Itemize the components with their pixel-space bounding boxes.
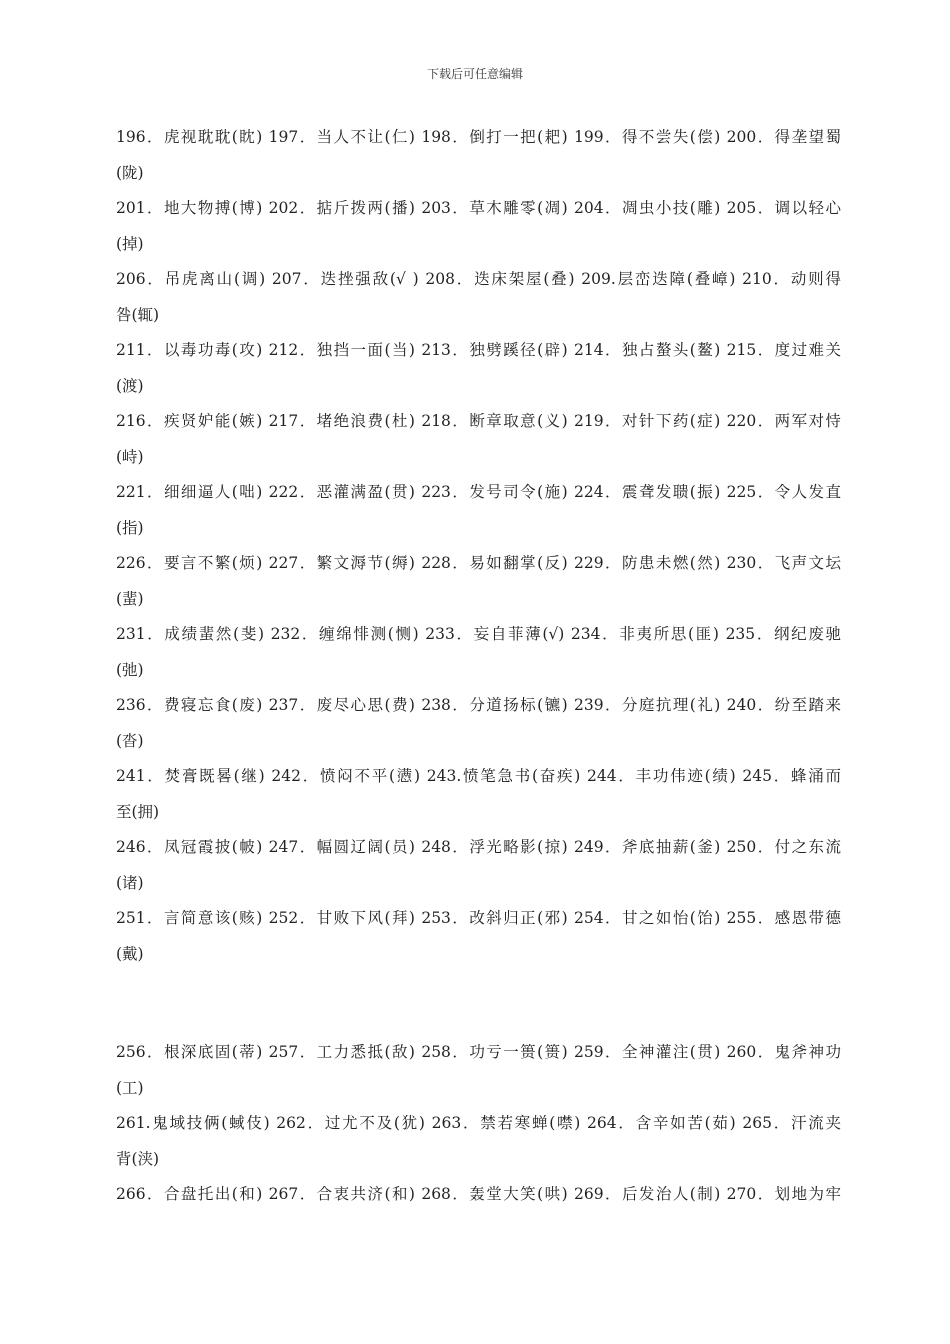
text-line: 236．费寝忘食(废) 237．废尽心思(费) 238．分道扬标(镳) 239．分庭抗理(礼) 240．纷至踏来 [116, 696, 841, 714]
text-line: (陇) [116, 163, 144, 182]
page-header: 下载后可任意编辑 [426, 67, 523, 81]
text-line: (蜚) [116, 589, 144, 608]
text-line: 201．地大物搏(博) 202．掂斤拨两(播) 203．草木雕零(凋) 204．凋虫小技(雕) 205．调以轻心 [116, 199, 841, 217]
text-line: (指) [116, 518, 144, 537]
text-line: 231．成绩蜚然(斐) 232．缠绵悱测(恻) 233．妄自菲薄(√) 234．非夷所思(匪) 235．纲纪废驰 [116, 625, 841, 643]
text-line: 211．以毒功毒(攻) 212．独挡一面(当) 213．独劈蹊径(辟) 214．独占螯头(鳌) 215．度过难关 [116, 341, 841, 359]
text-line: 196．虎视耽耽(眈) 197．当人不让(仁) 198．倒打一把(耙) 199．得不尝失(偿) 200．得垄望蜀 [116, 128, 841, 146]
text-line: (掉) [116, 234, 144, 253]
paragraph-gap [116, 976, 841, 1039]
text-line: 251．言简意该(赅) 252．甘败下风(拜) 253．改斜归正(邪) 254．甘之如怡(饴) 255．感恩带德 [116, 909, 841, 927]
text-line: 背(浃) [116, 1149, 160, 1168]
text-line: (诸) [116, 873, 144, 892]
text-line: 241．焚膏既晷(继) 242．愤闷不平(懑) 243.愤笔急书(奋疾) 244．丰功伟迹(绩) 245．蜂涌而 [116, 767, 841, 785]
text-line: (沓) [116, 731, 144, 750]
text-line: 256．根深底固(蒂) 257．工力悉抵(敌) 258．功亏一篑(篑) 259．全神灌注(贯) 260．鬼斧神功 [116, 1043, 841, 1061]
text-line: 221．细细逼人(咄) 222．恶灌满盈(贯) 223．发号司令(施) 224．震聋发聩(振) 225．令人发直 [116, 483, 841, 501]
page-content [116, 124, 841, 1217]
text-line: 266．合盘托出(和) 267．合衷共济(和) 268．轰堂大笑(哄) 269．后发治人(制) 270．划地为牢 [116, 1185, 841, 1203]
text-line: 226．要言不繁(烦) 227．繁文溽节(缛) 228．易如翻掌(反) 229．防患未燃(然) 230．飞声文坛 [116, 554, 841, 572]
text-line: 246．凤冠霞披(帔) 247．幅圆辽阔(员) 248．浮光略影(掠) 249．斧底抽薪(釜) 250．付之东流 [116, 838, 841, 856]
text-line: (工) [116, 1078, 144, 1097]
text-line: (渡) [116, 376, 144, 395]
text-line: 206．吊虎离山(调) 207．迭挫强敌(√ ) 208．迭床架屋(叠) 209.层峦迭障(叠嶂) 210．动则得 [116, 270, 841, 288]
text-line: 261.鬼域技俩(蜮伎) 262．过尤不及(犹) 263．禁若寒蝉(噤) 264．含辛如苦(茹) 265．汗流夹 [116, 1114, 841, 1132]
text-line: 216．疾贤妒能(嫉) 217．堵绝浪费(杜) 218．断章取意(义) 219．对针下药(症) 220．两军对恃 [116, 412, 841, 430]
text-line: (峙) [116, 447, 144, 466]
text-line: (弛) [116, 660, 144, 679]
text-line: (戴) [116, 944, 144, 963]
text-line: 至(拥) [116, 802, 160, 821]
text-line: 咎(辄) [116, 305, 160, 324]
